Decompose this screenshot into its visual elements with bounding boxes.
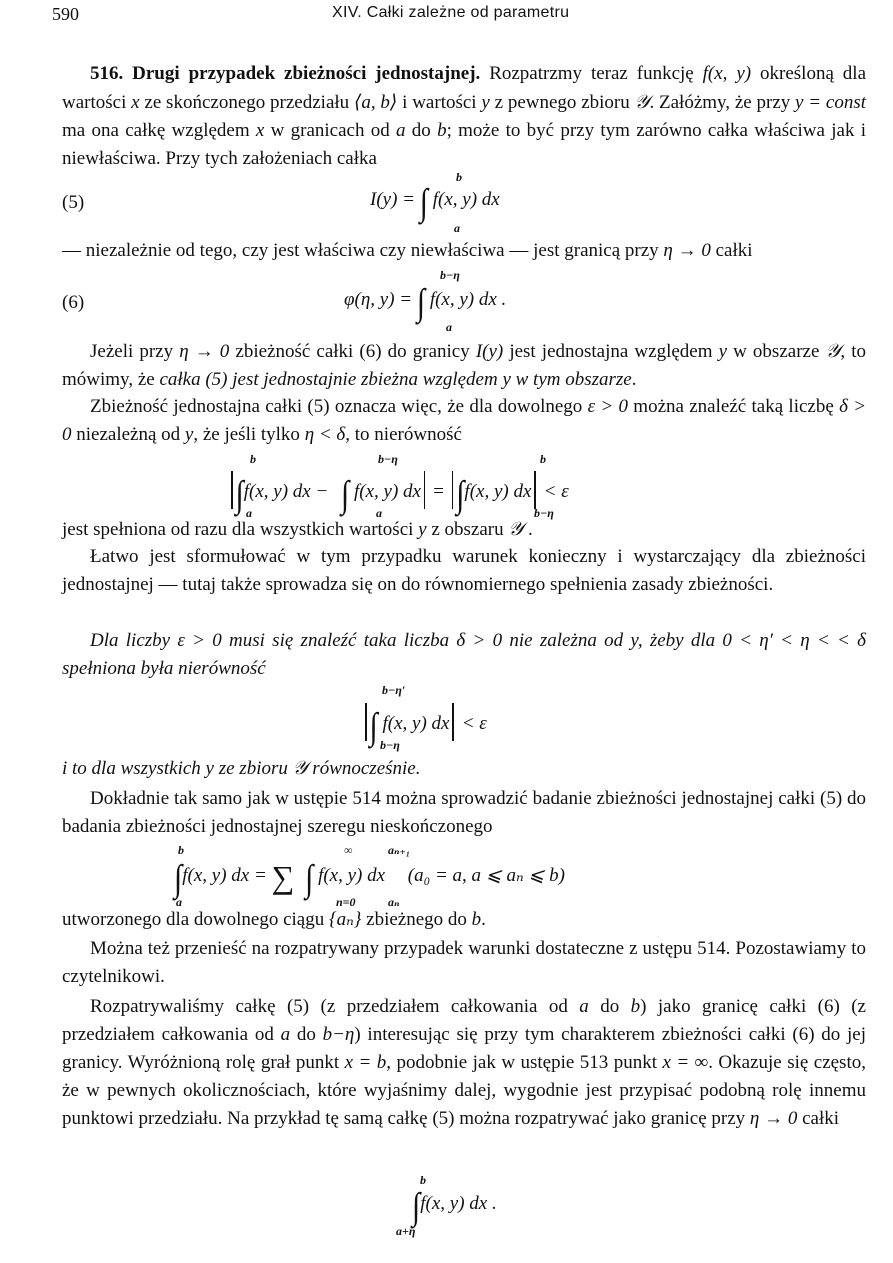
inequality-rhs: < ε <box>461 713 487 734</box>
math: a <box>579 996 589 1017</box>
text: równocześnie. <box>307 758 421 779</box>
paragraph <box>62 785 866 841</box>
text: do <box>405 120 438 141</box>
upper-limit: b <box>420 1173 426 1187</box>
math: I(y) <box>475 341 504 362</box>
abs-bar <box>365 703 367 741</box>
upper-limit: b <box>540 452 546 466</box>
text: całki <box>710 240 753 261</box>
equation-lhs: φ(η, y) = <box>344 289 413 310</box>
text: utworzonego dla dowolnego ciągu <box>62 909 329 930</box>
upper-limit: b <box>178 843 184 857</box>
paragraph <box>62 543 866 599</box>
text: . Okazuje się często, że w pewnych okolicznościach, które wyjaśnimy dalej, wygodnie jest przypisać podobną rolę innemu punktowi przedziału. Na przykład tę samą całkę (5) można rozpatrywać jako granicę przy <box>62 1052 866 1129</box>
paragraph <box>62 993 866 1133</box>
text: i to dla wszystkich y ze zbioru <box>62 758 293 779</box>
math: x <box>255 120 265 141</box>
equation-lhs: I(y) = <box>370 189 415 210</box>
math: η → 0 <box>179 341 230 362</box>
inequality-rhs: < ε <box>543 481 569 502</box>
text: określoną dla wartości <box>62 63 866 113</box>
definition-emphasis: całka (5) jest jednostajnie zbieżna względem y w tym obszarze <box>159 369 632 390</box>
upper-limit: b−η <box>378 452 398 466</box>
integrand: f(x, y) dx <box>354 481 421 502</box>
text: ) interesując się przy tym charakterem zbieżności całki (6) do jej granicy. Wyróżnioną rolę grał punkt <box>62 1024 867 1073</box>
equation-body <box>412 1185 497 1227</box>
integrand: f(x, y) dx <box>382 713 450 734</box>
integrand: f(x, y) dx . <box>420 1193 497 1214</box>
lower-limit: a <box>246 506 252 520</box>
math: b <box>471 909 482 930</box>
math: b <box>437 120 447 141</box>
text: w granicach od <box>264 120 397 141</box>
text: Rozpatrzmy teraz funkcję <box>480 63 703 84</box>
paragraph <box>62 237 866 265</box>
math: b <box>630 996 641 1017</box>
math: b−η <box>322 1024 355 1045</box>
text: . <box>481 909 486 930</box>
lower-limit: a <box>176 895 182 909</box>
text: . <box>523 519 533 540</box>
integrand: f(x, y) dx <box>432 189 500 210</box>
text: zbieżność całki (6) do granicy <box>229 341 476 362</box>
text: , że jeśli tylko <box>193 424 305 445</box>
equals-sign: = <box>433 481 444 502</box>
integral-sign: ∫ <box>305 857 314 899</box>
text: , podobnie jak w ustępie 513 punkt <box>386 1052 663 1073</box>
text: ma ona całkę względem <box>62 120 256 141</box>
text: zbieżnego do <box>361 909 472 930</box>
sum-sign: ∑ <box>271 859 295 895</box>
text: . Załóżmy, że przy <box>649 92 796 113</box>
abs-bar <box>534 471 536 509</box>
italic-paragraph <box>62 754 866 783</box>
integral-sign: ∫ <box>412 1185 421 1227</box>
lower-limit: a <box>446 320 452 334</box>
math: η → 0 <box>749 1108 798 1129</box>
paragraph <box>62 515 866 544</box>
text: Jeżeli przy <box>90 341 180 362</box>
equation-body <box>370 181 500 223</box>
text: Można też przenieść na rozpatrywany przypadek warunki dostateczne z ustępu 514. Pozostawiamy to czytelnikowi. <box>62 938 866 987</box>
math: a <box>396 120 406 141</box>
math: y = const <box>795 92 866 113</box>
integrand: f(x, y) dx <box>464 481 532 502</box>
text: Zbieżność jednostajna całki (5) oznacza więc, że dla dowolnego <box>90 396 588 417</box>
series-condition: (a₀ = a, a ⩽ aₙ ⩽ b) <box>407 865 565 886</box>
math: a <box>280 1024 291 1045</box>
math: x = b <box>344 1052 387 1073</box>
integral-sign: ∫ <box>235 473 244 515</box>
sum-upper: ∞ <box>344 843 353 857</box>
integrand: f(x, y) dx − <box>243 481 329 502</box>
upper-limit: b−η′ <box>382 683 406 697</box>
integral-sign: ∫ <box>456 473 465 515</box>
italic-paragraph <box>62 627 866 683</box>
text: — niezależnie od tego, czy jest właściwa czy niewłaściwa — jest granicą przy <box>62 240 664 261</box>
text: można znaleźć taką liczbę <box>628 396 840 417</box>
math: f(x, y) <box>702 63 752 84</box>
equation-body <box>344 281 507 323</box>
section-number: 516. <box>90 63 124 84</box>
text: jest jednostajna względem <box>503 341 719 362</box>
upper-limit: b−η <box>440 268 460 282</box>
integrand: f(x, y) dx <box>318 865 386 886</box>
integrand: f(x, y) dx . <box>429 289 507 310</box>
integrand: f(x, y) dx = <box>182 865 267 886</box>
upper-limit: aₙ₊₁ <box>388 843 411 857</box>
lower-limit: aₙ <box>388 895 400 909</box>
lower-limit: b−η <box>380 738 400 752</box>
integral-sign: ∫ <box>369 705 378 747</box>
paragraph <box>62 337 866 394</box>
paragraph <box>62 393 866 449</box>
text: z obszaru <box>426 519 509 540</box>
upper-limit: b <box>456 170 462 184</box>
math: x <box>131 92 140 113</box>
integral-sign: ∫ <box>419 181 428 223</box>
math: x = ∞ <box>662 1052 709 1073</box>
integral-sign: ∫ <box>341 473 350 515</box>
lower-limit: b−η <box>534 506 554 520</box>
text: , to mówimy, że <box>62 341 867 390</box>
math: y <box>718 341 728 362</box>
lower-limit: a <box>454 221 460 235</box>
text: . <box>631 369 637 390</box>
math: ⟨a, b⟩ <box>353 92 398 113</box>
equation-label: (6) <box>62 292 85 313</box>
abs-bar <box>452 703 454 741</box>
page-number: 590 <box>52 4 79 24</box>
integral-sign: ∫ <box>174 857 183 899</box>
text: w obszarze <box>727 341 826 362</box>
lower-limit: a <box>376 506 382 520</box>
text: ; może to być przy tym zarówno całka właściwa jak i niewłaściwa. Przy tych założeniach całka <box>62 120 866 169</box>
integral-sign: ∫ <box>416 281 426 323</box>
set-symbol: 𝒴 <box>292 757 308 779</box>
text: niezależną od <box>71 424 185 445</box>
text: i wartości <box>397 92 482 113</box>
text: ze skończonego przedziału <box>139 92 354 113</box>
set-symbol: 𝒴 <box>508 518 524 540</box>
math: η → 0 <box>663 240 711 261</box>
section-intro-paragraph <box>62 60 866 173</box>
set-symbol: 𝒴 <box>634 91 650 113</box>
math: {aₙ} <box>328 909 362 930</box>
equation-body <box>174 857 565 899</box>
text: ) jako granicę całki (6) (z przedziałem całkowania od <box>62 996 866 1045</box>
math: η < δ <box>304 424 346 445</box>
math: ε > 0 <box>587 396 629 417</box>
math: y <box>481 92 490 113</box>
text: Łatwo jest sformułować w tym przypadku warunek konieczny i wystarczający dla zbieżności jednostajnej — tutaj także sprowadza się on do równomiernego spełnienia zasady zbieżności. <box>62 546 866 595</box>
text: jest spełniona od razu dla wszystkich wartości <box>62 519 419 540</box>
set-symbol: 𝒴 <box>825 340 841 362</box>
running-title: XIV. Całki zależne od parametru <box>332 4 570 21</box>
text: Dokładnie tak samo jak w ustępie 514 można sprowadzić badanie zbieżności jednostajnej całki (5) do badania zbieżności jednostajnej szeregu nieskończonego <box>62 788 866 837</box>
text: do <box>290 1024 323 1045</box>
abs-bar <box>424 471 426 509</box>
math: y <box>184 424 194 445</box>
paragraph <box>62 935 866 991</box>
math: y <box>418 519 427 540</box>
text: , to nierówność <box>345 424 462 445</box>
text: Dla liczby ε > 0 musi się znaleźć taka liczba δ > 0 nie zależna od y, żeby dla 0 < η′ < η < < δ spełniona była nierówność <box>62 630 866 679</box>
page-header <box>52 4 870 28</box>
abs-bar <box>231 471 233 509</box>
sum-lower: n=0 <box>336 895 356 909</box>
lower-limit: a+η <box>396 1224 416 1238</box>
text: do <box>588 996 631 1017</box>
math: δ > 0 <box>62 396 867 445</box>
abs-bar <box>452 471 454 509</box>
text: całki <box>797 1108 840 1129</box>
paragraph <box>62 906 866 934</box>
equation-label: (5) <box>62 192 85 213</box>
text: Rozpatrywaliśmy całkę (5) (z przedziałem całkowania od <box>90 996 580 1017</box>
upper-limit: b <box>250 452 256 466</box>
section-title: Drugi przypadek zbieżności jednostajnej. <box>132 63 481 84</box>
text: z pewnego zbioru <box>489 92 635 113</box>
